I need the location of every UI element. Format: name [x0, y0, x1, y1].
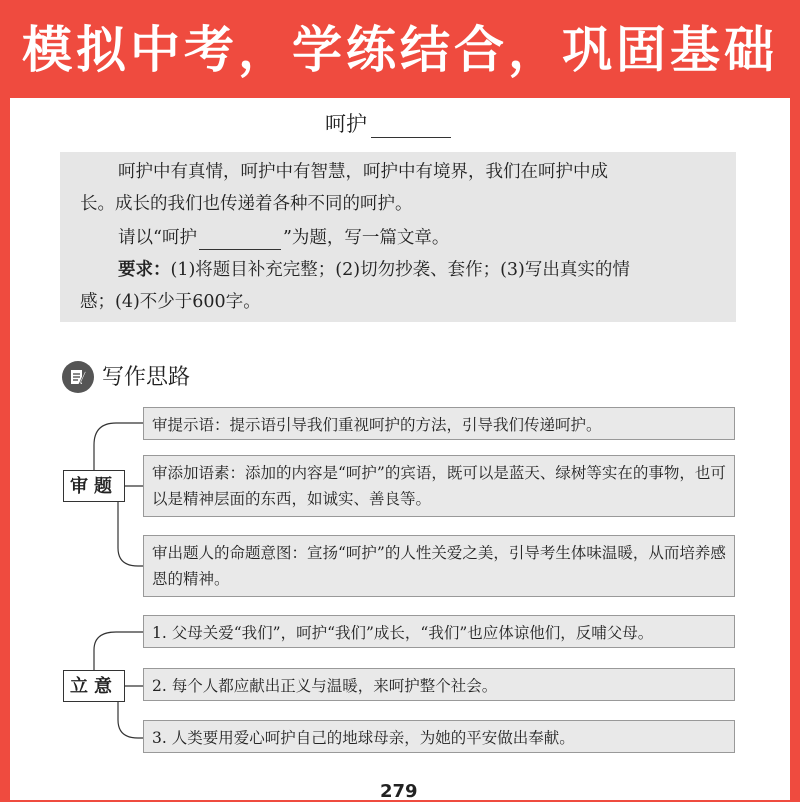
theme-card-1: 1. 父母关爱“我们”，呵护“我们”成长，“我们”也应体谅他们，反哺父母。 — [143, 615, 735, 648]
section-title: 写作思路 — [102, 365, 191, 390]
review-card-intent: 审出题人的命题意图：宣扬“呵护”的人性关爱之美，引导考生体味温暖，从而培养感恩的精神。 — [143, 535, 735, 597]
review-topic-label: 审题 — [63, 470, 125, 502]
review-card-added-element: 审添加语素：添加的内容是“呵护”的宾语，既可以是蓝天、绿树等实在的事物，也可以是精神层面的东西，如诚实、善良等。 — [143, 455, 735, 517]
requirement-line-2: 感；(4)不少于600字。 — [80, 292, 261, 312]
theme-card-3: 3. 人类要用爱心呵护自己的地球母亲，为她的平安做出奉献。 — [143, 720, 735, 753]
prompt-line-2: 长。成长的我们也传递着各种不同的呵护。 — [80, 194, 413, 214]
page-number: 279 — [380, 781, 418, 802]
review-card-prompt: 审提示语：提示语引导我们重视呵护的方法，引导我们传递呵护。 — [143, 407, 735, 440]
requirement-label: 要求： — [118, 260, 171, 280]
prompt-line-1: 呵护中有真情，呵护中有智慧，呵护中有境界，我们在呵护中成 — [118, 162, 608, 182]
theme-card-2: 2. 每个人都应献出正义与温暖，来呵护整个社会。 — [143, 668, 735, 701]
prompt-line-3-pre: 请以“呵护 — [118, 228, 197, 248]
banner-title: 模拟中考，学练结合，巩固基础 — [22, 21, 778, 79]
theme-label: 立意 — [63, 670, 125, 702]
requirement-line-1: (1)将题目补充完整；(2)切勿抄袭、套作；(3)写出真实的情 — [170, 260, 630, 280]
prompt-line-3-post: ”为题，写一篇文章。 — [282, 228, 450, 248]
topic-title-text: 呵护 — [325, 112, 367, 136]
